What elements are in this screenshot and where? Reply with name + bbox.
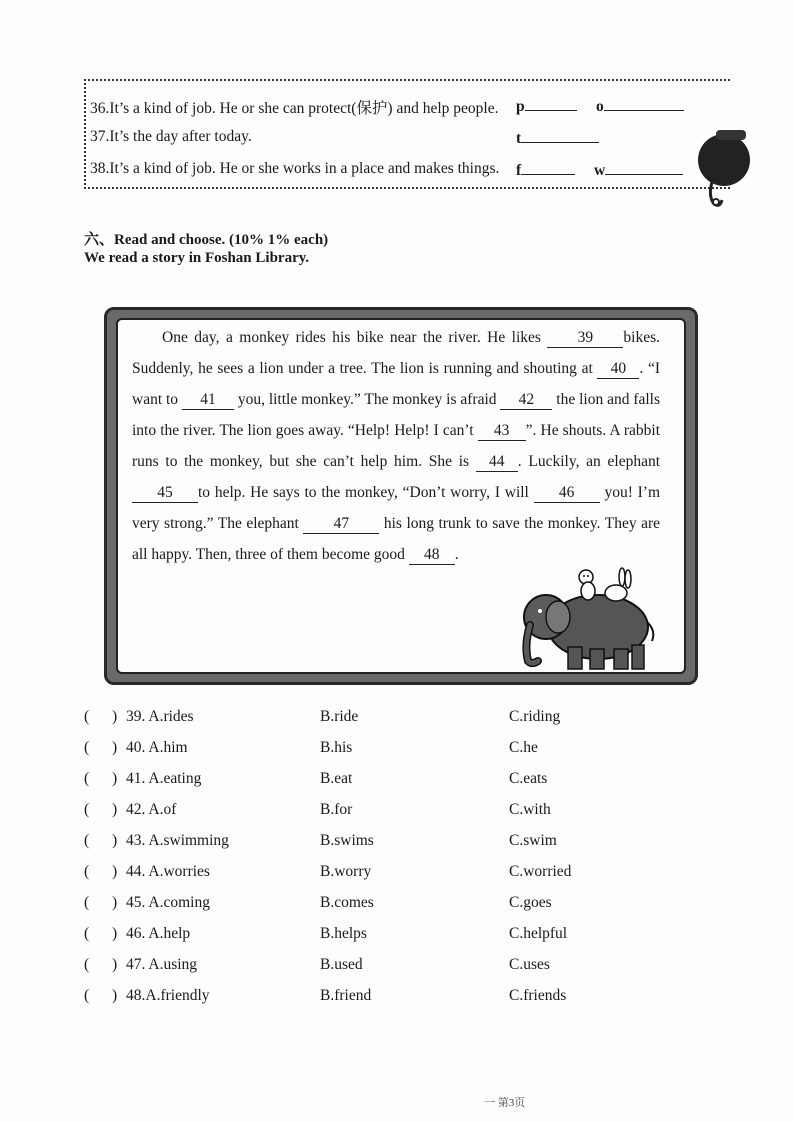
option-a[interactable]: 47. A.using <box>126 956 198 973</box>
story-segment: . Luckily, an elephant <box>517 453 661 470</box>
answer-36-o[interactable] <box>596 96 684 116</box>
page-footer: 一 第3页 <box>484 1097 526 1109</box>
paren-left: ( <box>84 739 90 756</box>
blank-47[interactable]: 47 <box>303 515 379 534</box>
option-b[interactable]: B.swims <box>320 832 374 849</box>
option-c[interactable]: C.helpful <box>509 925 568 942</box>
story-segment: bikes. Suddenly, he sees a lion under a tree. The lion is running and shouting at <box>132 329 660 377</box>
story-segment: you, little monkey.” The monkey is afraid <box>237 391 497 408</box>
section-title: 六、Read and choose. (10% 1% each) <box>84 232 329 248</box>
choice-row-45 <box>84 894 724 918</box>
paren-right: ) <box>112 863 118 880</box>
story-segment: ”. He shouts. A rabbit runs to the monkey, but she can’t help him. She is <box>132 422 661 470</box>
story-segment: his long trunk to save the monkey. They are all happy. Then, three of them become good <box>132 515 661 563</box>
paren-left: ( <box>84 770 90 787</box>
answer-36-p[interactable] <box>516 96 577 116</box>
binder-clip-icon <box>690 130 750 210</box>
story-segment: you! I’m very strong.” The elephant <box>132 484 661 532</box>
question-36-clue: 36.It’s a kind of job. He or she can protect(保护) and help people. <box>90 100 499 117</box>
blank-44[interactable]: 44 <box>476 453 518 472</box>
blank-40[interactable]: 40 <box>597 360 639 379</box>
option-a[interactable]: 48.A.friendly <box>126 987 210 1004</box>
option-b[interactable]: B.worry <box>320 863 372 880</box>
option-b[interactable]: B.comes <box>320 894 374 911</box>
paren-left: ( <box>84 956 90 973</box>
option-a[interactable]: 42. A.of <box>126 801 177 818</box>
choice-row-46 <box>84 925 724 949</box>
option-c[interactable]: C.friends <box>509 987 567 1004</box>
hint-letter: t <box>516 130 522 147</box>
story-segment: One day, a monkey rides his bike near the river. He likes <box>162 329 541 346</box>
option-b[interactable]: B.used <box>320 956 363 973</box>
paren-right: ) <box>112 894 118 911</box>
paren-right: ) <box>112 925 118 942</box>
option-c[interactable]: C.swim <box>509 832 557 849</box>
paren-right: ) <box>112 987 118 1004</box>
option-b[interactable]: B.his <box>320 739 353 756</box>
paren-right: ) <box>112 801 118 818</box>
paren-left: ( <box>84 894 90 911</box>
option-a[interactable]: 45. A.coming <box>126 894 210 911</box>
answer-37-t[interactable] <box>516 128 599 148</box>
hint-letter: f <box>516 162 522 179</box>
story-segment: the lion and falls into the river. The lion goes away. “Help! Help! I can’t <box>132 391 661 439</box>
blank-41[interactable]: 41 <box>182 391 234 410</box>
paren-left: ( <box>84 925 90 942</box>
option-b[interactable]: B.helps <box>320 925 367 942</box>
paren-right: ) <box>112 956 118 973</box>
choice-row-41 <box>84 770 724 794</box>
paren-left: ( <box>84 708 90 725</box>
choice-row-43 <box>84 832 724 856</box>
choice-row-48 <box>84 987 724 1011</box>
paren-left: ( <box>84 987 90 1004</box>
blank-45[interactable]: 45 <box>132 484 198 503</box>
blank-42[interactable]: 42 <box>500 391 552 410</box>
question-37-clue: 37.It’s the day after today. <box>90 128 252 145</box>
hint-letter: o <box>596 98 604 115</box>
choice-row-42 <box>84 801 724 825</box>
choice-row-39 <box>84 708 724 732</box>
option-a[interactable]: 41. A.eating <box>126 770 202 787</box>
elephant-monkey-rabbit-illustration <box>518 565 658 673</box>
option-a[interactable]: 46. A.help <box>126 925 191 942</box>
paren-left: ( <box>84 832 90 849</box>
option-b[interactable]: B.for <box>320 801 353 818</box>
option-a[interactable]: 40. A.him <box>126 739 188 756</box>
option-c[interactable]: C.eats <box>509 770 548 787</box>
option-b[interactable]: B.friend <box>320 987 372 1004</box>
blank-48[interactable]: 48 <box>409 546 455 565</box>
paren-right: ) <box>112 708 118 725</box>
option-c[interactable]: C.uses <box>509 956 550 973</box>
paren-right: ) <box>112 739 118 756</box>
option-c[interactable]: C.with <box>509 801 551 818</box>
choice-row-47 <box>84 956 724 980</box>
option-b[interactable]: B.eat <box>320 770 353 787</box>
answer-38-w[interactable] <box>594 160 683 180</box>
paren-left: ( <box>84 801 90 818</box>
paren-left: ( <box>84 863 90 880</box>
story-text <box>132 322 660 570</box>
hint-letter: w <box>594 162 606 179</box>
section-subtitle: We read a story in Foshan Library. <box>84 250 310 266</box>
option-c[interactable]: C.goes <box>509 894 552 911</box>
option-b[interactable]: B.ride <box>320 708 359 725</box>
blank-39[interactable]: 39 <box>547 329 623 348</box>
story-segment: . <box>454 546 459 563</box>
hint-letter: p <box>516 98 525 115</box>
choice-row-40 <box>84 739 724 763</box>
paren-right: ) <box>112 770 118 787</box>
paren-right: ) <box>112 832 118 849</box>
story-segment: . “I want to <box>132 360 660 408</box>
option-c[interactable]: C.he <box>509 739 538 756</box>
option-c[interactable]: C.worried <box>509 863 572 880</box>
option-a[interactable]: 39. A.rides <box>126 708 194 725</box>
story-segment: to help. He says to the monkey, “Don’t worry, I will <box>198 484 529 501</box>
question-38-clue: 38.It’s a kind of job. He or she works in a place and makes things. <box>90 160 500 177</box>
option-a[interactable]: 44. A.worries <box>126 863 210 880</box>
option-c[interactable]: C.riding <box>509 708 561 725</box>
blank-43[interactable]: 43 <box>478 422 526 441</box>
answer-38-f[interactable] <box>516 160 575 180</box>
choice-row-44 <box>84 863 724 887</box>
blank-46[interactable]: 46 <box>534 484 600 503</box>
option-a[interactable]: 43. A.swimming <box>126 832 229 849</box>
